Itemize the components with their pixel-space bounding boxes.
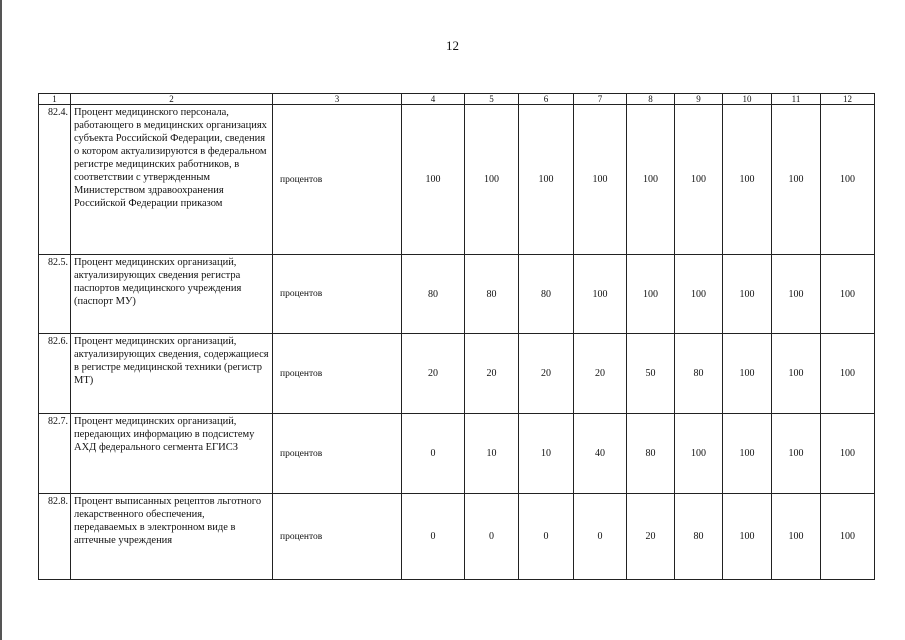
column-number-row <box>39 94 875 105</box>
row-value: 100 <box>627 105 675 255</box>
row-indicator-name: Процент выписанных рецептов льготного лекарственного обеспечения, передаваемых в электронном виде в аптечные учреждения <box>71 494 273 580</box>
table-row <box>39 255 875 334</box>
row-value: 100 <box>675 414 723 494</box>
row-value: 100 <box>723 494 772 580</box>
row-value: 80 <box>465 255 519 334</box>
column-header: 9 <box>675 94 723 105</box>
row-code: 82.5. <box>39 255 71 334</box>
row-value: 100 <box>772 334 821 414</box>
row-value: 100 <box>402 105 465 255</box>
column-header: 1 <box>39 94 71 105</box>
row-value: 20 <box>519 334 574 414</box>
row-indicator-name: Процент медицинских организаций, актуализирующих сведения, содержащиеся в регистре медицинской техники (регистр МТ) <box>71 334 273 414</box>
row-value: 100 <box>574 255 627 334</box>
page-left-edge <box>0 0 2 640</box>
row-value: 100 <box>723 414 772 494</box>
row-value: 80 <box>519 255 574 334</box>
row-code: 82.8. <box>39 494 71 580</box>
row-code: 82.7. <box>39 414 71 494</box>
row-code: 82.6. <box>39 334 71 414</box>
row-value: 100 <box>821 255 875 334</box>
column-header: 10 <box>723 94 772 105</box>
row-value: 20 <box>574 334 627 414</box>
row-value: 100 <box>723 334 772 414</box>
row-value: 80 <box>627 414 675 494</box>
row-value: 100 <box>723 255 772 334</box>
row-value: 100 <box>519 105 574 255</box>
row-unit: процентов <box>273 255 402 334</box>
column-header: 4 <box>402 94 465 105</box>
row-indicator-name: Процент медицинских организаций, актуализирующих сведения регистра паспортов медицинского учреждения (паспорт МУ) <box>71 255 273 334</box>
table-row <box>39 494 875 580</box>
row-value: 0 <box>402 494 465 580</box>
row-unit: процентов <box>273 334 402 414</box>
column-header: 6 <box>519 94 574 105</box>
row-unit: процентов <box>273 494 402 580</box>
row-value: 20 <box>465 334 519 414</box>
row-value: 40 <box>574 414 627 494</box>
row-value: 100 <box>821 334 875 414</box>
indicators-table <box>38 93 875 580</box>
row-value: 100 <box>465 105 519 255</box>
row-indicator-name: Процент медицинского персонала, работающего в медицинских организациях субъекта Российской Федерации, сведения о котором актуализируются в федеральном регистре медицинских работников, в соответствии с утвержденным Министерством здравоохранения Российской Федерации приказом <box>71 105 273 255</box>
row-value: 50 <box>627 334 675 414</box>
row-value: 100 <box>772 414 821 494</box>
row-indicator-name: Процент медицинских организаций, передающих информацию в подсистему АХД федерального сегмента ЕГИСЗ <box>71 414 273 494</box>
row-value: 100 <box>675 105 723 255</box>
table-row <box>39 414 875 494</box>
row-value: 100 <box>821 414 875 494</box>
column-header: 2 <box>71 94 273 105</box>
row-unit: процентов <box>273 414 402 494</box>
table-row <box>39 334 875 414</box>
row-value: 100 <box>772 494 821 580</box>
row-code: 82.4. <box>39 105 71 255</box>
row-value: 100 <box>675 255 723 334</box>
row-value: 20 <box>627 494 675 580</box>
table-row <box>39 105 875 255</box>
row-value: 100 <box>574 105 627 255</box>
page-number: 12 <box>446 38 459 53</box>
row-value: 100 <box>723 105 772 255</box>
row-value: 20 <box>402 334 465 414</box>
row-value: 100 <box>821 494 875 580</box>
column-header: 8 <box>627 94 675 105</box>
row-value: 0 <box>574 494 627 580</box>
row-value: 0 <box>402 414 465 494</box>
column-header: 5 <box>465 94 519 105</box>
column-header: 3 <box>273 94 402 105</box>
row-value: 10 <box>519 414 574 494</box>
row-unit: процентов <box>273 105 402 255</box>
column-header: 11 <box>772 94 821 105</box>
row-value: 0 <box>519 494 574 580</box>
row-value: 10 <box>465 414 519 494</box>
row-value: 100 <box>772 255 821 334</box>
column-header: 7 <box>574 94 627 105</box>
row-value: 80 <box>675 494 723 580</box>
row-value: 80 <box>675 334 723 414</box>
row-value: 100 <box>821 105 875 255</box>
row-value: 0 <box>465 494 519 580</box>
column-header: 12 <box>821 94 875 105</box>
row-value: 100 <box>627 255 675 334</box>
row-value: 80 <box>402 255 465 334</box>
row-value: 100 <box>772 105 821 255</box>
